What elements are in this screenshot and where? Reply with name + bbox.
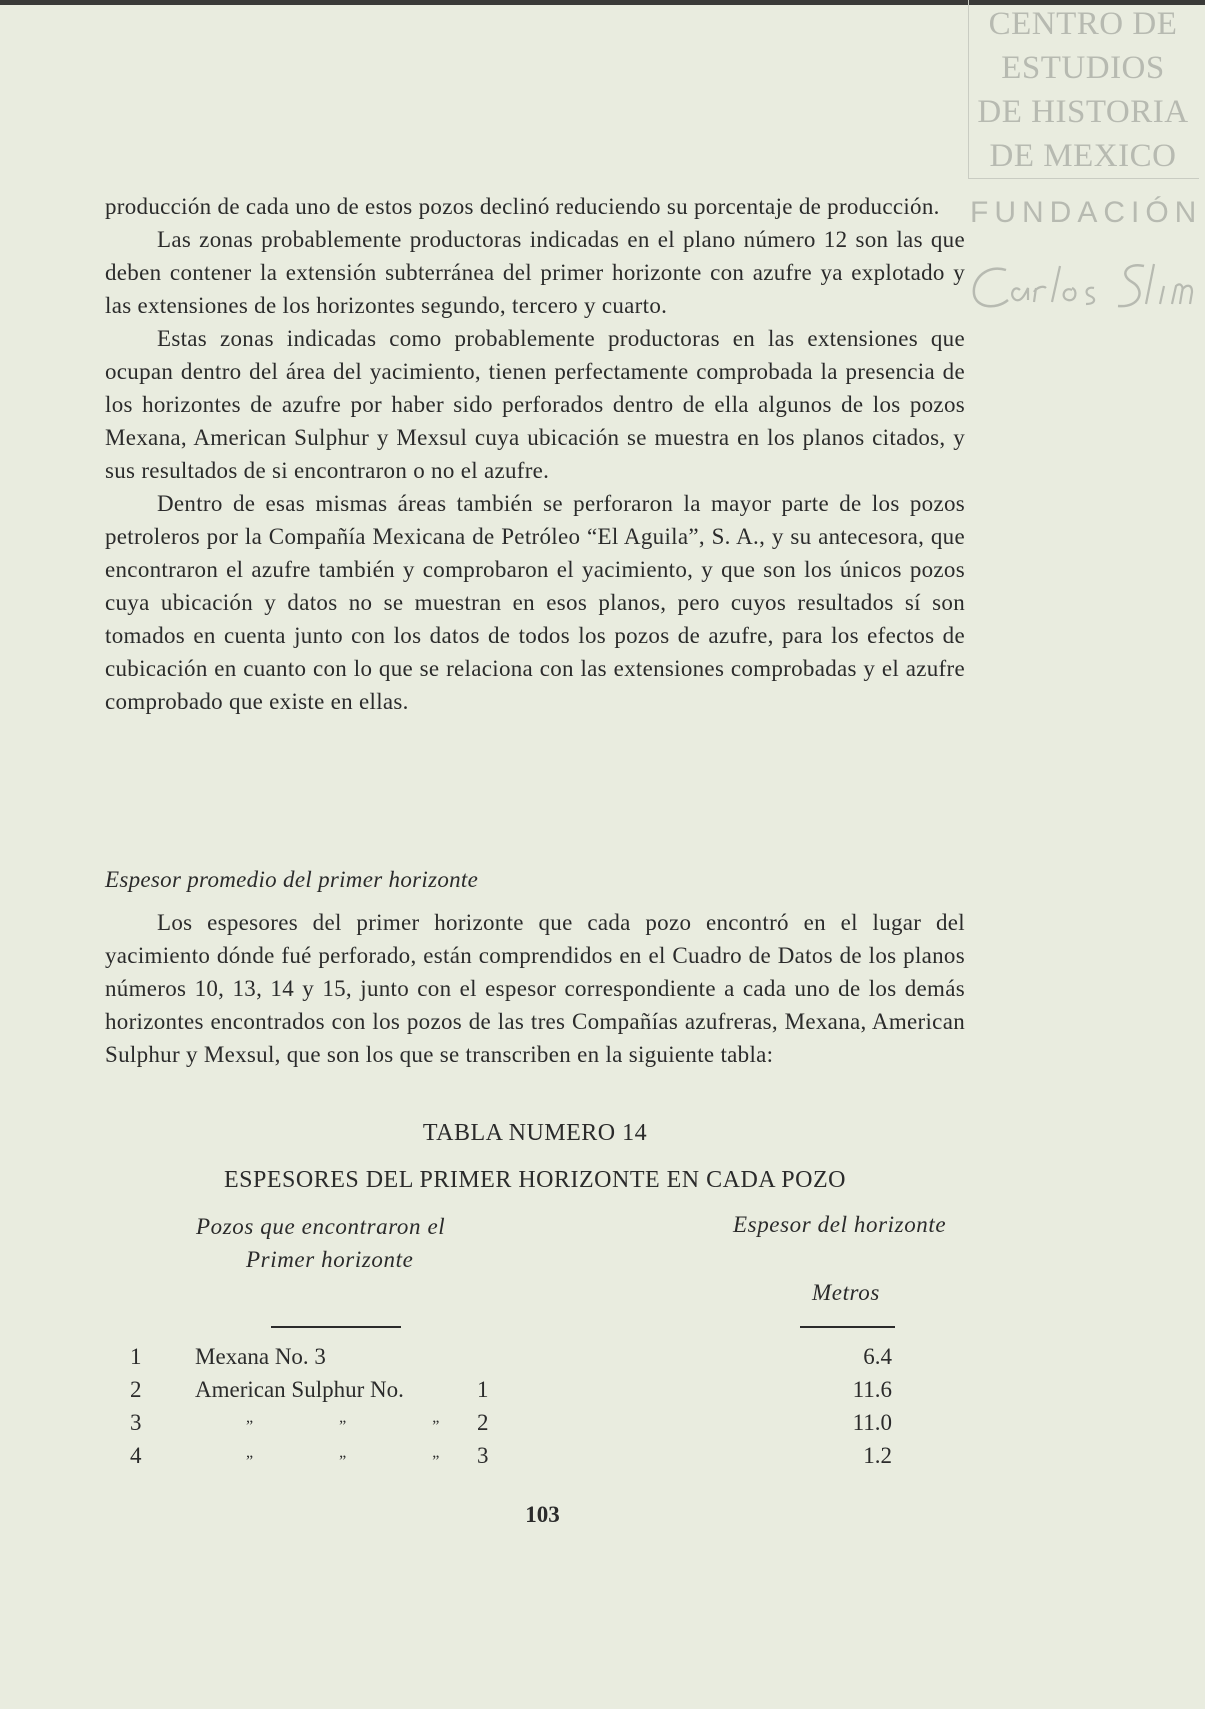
paragraph: Estas zonas indicadas como probablemente productoras en las extensiones que ocupan dentro del área del yacimiento, tienen perfectamente comprobada la presencia de los horizontes de azufre por haber sido perforados dentro de ella algunos de los pozos Mexana, American Sulphur y Mexsul cuya ubicación se muestra en los planos citados, y sus resultados de si encontraron o no el azufre. — [105, 326, 965, 483]
watermark-line: DE HISTORIA — [977, 94, 1189, 130]
page-number: 103 — [525, 1502, 560, 1527]
paragraph: Las zonas probablemente productoras indicadas en el plano número 12 son las que deben contener la extensión subterránea del primer horizonte con azufre ya explotado y las extensiones de los horizontes segundo, tercero y cuarto. — [105, 227, 965, 318]
body-paragraphs — [105, 190, 965, 718]
thickness-value: 1.2 — [863, 1443, 892, 1468]
table-title: TABLA NUMERO 14 — [422, 1120, 648, 1146]
watermark-foundation: FUNDACIÓN — [970, 196, 1203, 229]
column-header-thickness: Espesor del horizonte — [733, 1212, 947, 1237]
column-header-wells-line2: Primer horizonte — [246, 1247, 414, 1272]
watermark-line: CENTRO DE — [988, 6, 1178, 42]
table-row — [0, 1443, 1205, 1476]
well-number: 3 — [477, 1443, 489, 1468]
row-number: 4 — [130, 1443, 142, 1468]
thickness-value: 6.4 — [863, 1344, 892, 1369]
watermark-line: ESTUDIOS — [1001, 50, 1165, 86]
ditto-marks: ” ” ” — [246, 1453, 440, 1470]
row-number: 3 — [130, 1410, 142, 1435]
column-header-unit: Metros — [812, 1280, 880, 1305]
table-row — [0, 1344, 1205, 1377]
column-rule-thickness — [800, 1326, 895, 1328]
table-row — [0, 1377, 1205, 1410]
signature-logo-icon — [968, 256, 1200, 318]
paragraph: Dentro de esas mismas áreas también se perforaron la mayor parte de los pozos petroleros por la Compañía Mexicana de Petróleo “El Aguila”, S. A., y su antecesora, que encontraron el azufre también y comprobaron el yacimiento, y que son los únicos pozos cuya ubicación y datos no se muestran en esos planos, pero cuyos resultados sí son tomados en cuenta junto con los datos de todos los pozos de azufre, para los efectos de cubicación en cuanto con lo que se relaciona con las extensiones comprobadas y el azufre comprobado que existe en ellas. — [105, 491, 965, 714]
thickness-value: 11.6 — [852, 1377, 892, 1402]
ditto-marks: ” ” ” — [246, 1418, 440, 1435]
well-number: 1 — [477, 1377, 489, 1402]
table-row — [0, 1410, 1205, 1443]
well-name: Mexana No. 3 — [195, 1344, 326, 1369]
section-heading: Espesor promedio del primer horizonte — [105, 867, 479, 892]
row-number: 2 — [130, 1377, 142, 1402]
column-header-wells: Pozos que encontraron el — [196, 1214, 446, 1239]
section-body — [105, 906, 965, 1071]
column-rule-wells — [271, 1326, 401, 1328]
well-number: 2 — [477, 1410, 489, 1435]
row-number: 1 — [130, 1344, 142, 1369]
thickness-value: 11.0 — [852, 1410, 892, 1435]
paragraph-continuation: producción de cada uno de estos pozos declinó reduciendo su porcentaje de producción. — [105, 194, 940, 219]
table-subtitle: ESPESORES DEL PRIMER HORIZONTE EN CADA POZO — [224, 1167, 846, 1193]
well-name: American Sulphur No. — [195, 1377, 404, 1402]
watermark-line: DE MEXICO — [989, 138, 1177, 174]
paragraph: Los espesores del primer horizonte que cada pozo encontró en el lugar del yacimiento dónde fué perforado, están comprendidos en el Cuadro de Datos de los planos números 10, 13, 14 y 15, junto con el espesor correspondiente a cada uno de los demás horizontes encontrados con los pozos de las tres Compañías azufreras, Mexana, American Sulphur y Mexsul, que son los que se transcriben en la siguiente tabla: — [105, 910, 965, 1067]
